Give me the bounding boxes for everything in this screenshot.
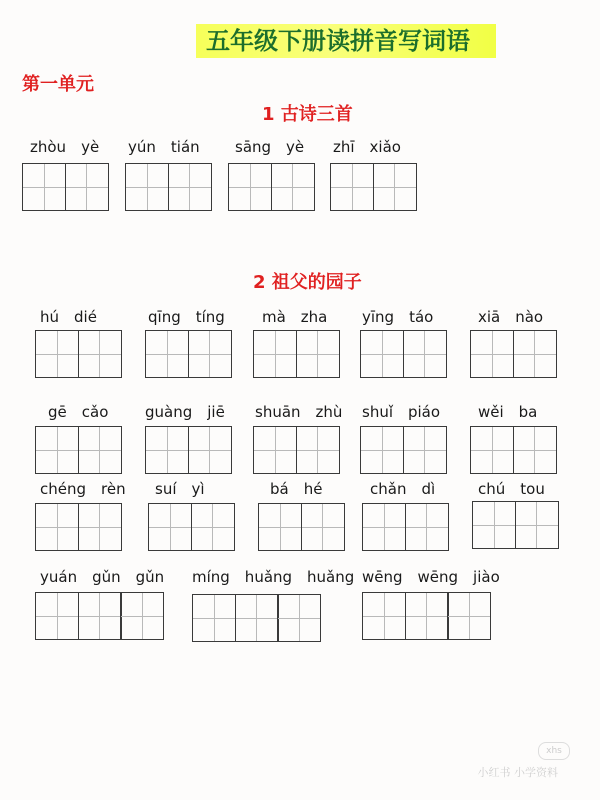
writing-grid bbox=[362, 592, 491, 640]
tianzige-cell[interactable] bbox=[35, 503, 79, 551]
writing-grid bbox=[148, 503, 235, 551]
tianzige-cell[interactable] bbox=[271, 163, 315, 211]
tianzige-cell[interactable] bbox=[301, 503, 345, 551]
writing-grid bbox=[192, 594, 321, 642]
pinyin-label: sāng yè bbox=[235, 138, 305, 156]
tianzige-cell[interactable] bbox=[253, 330, 297, 378]
tianzige-cell[interactable] bbox=[35, 592, 79, 640]
tianzige-cell[interactable] bbox=[78, 592, 122, 640]
tianzige-cell[interactable] bbox=[360, 330, 404, 378]
pinyin-label: wěi ba bbox=[478, 403, 538, 421]
tianzige-cell[interactable] bbox=[405, 503, 449, 551]
tianzige-cell[interactable] bbox=[403, 330, 447, 378]
tianzige-cell[interactable] bbox=[373, 163, 417, 211]
pinyin-label: zhī xiǎo bbox=[333, 138, 401, 156]
tianzige-cell[interactable] bbox=[362, 503, 406, 551]
pinyin-label: chú tou bbox=[478, 480, 545, 498]
tianzige-cell[interactable] bbox=[35, 426, 79, 474]
pinyin-label: chéng rèn bbox=[40, 480, 126, 498]
lesson-1-title: 1 古诗三首 bbox=[262, 104, 353, 125]
tianzige-cell[interactable] bbox=[65, 163, 109, 211]
tianzige-cell[interactable] bbox=[145, 330, 189, 378]
tianzige-cell[interactable] bbox=[191, 503, 235, 551]
pinyin-label: yuán gǔn gǔn bbox=[40, 568, 165, 586]
tianzige-cell[interactable] bbox=[78, 330, 122, 378]
writing-grid bbox=[145, 330, 232, 378]
pinyin-label: xiā nào bbox=[478, 308, 544, 326]
tianzige-cell[interactable] bbox=[188, 330, 232, 378]
tianzige-cell[interactable] bbox=[235, 594, 279, 642]
tianzige-cell[interactable] bbox=[515, 501, 559, 549]
pinyin-label: hú dié bbox=[40, 308, 97, 326]
writing-grid bbox=[330, 163, 417, 211]
tianzige-cell[interactable] bbox=[470, 426, 514, 474]
writing-grid bbox=[125, 163, 212, 211]
tianzige-cell[interactable] bbox=[277, 594, 321, 642]
pinyin-label: yīng táo bbox=[362, 308, 434, 326]
tianzige-cell[interactable] bbox=[447, 592, 491, 640]
tianzige-cell[interactable] bbox=[296, 330, 340, 378]
tianzige-cell[interactable] bbox=[148, 503, 192, 551]
pinyin-label: guàng jiē bbox=[145, 403, 225, 421]
writing-grid bbox=[472, 501, 559, 549]
tianzige-cell[interactable] bbox=[513, 330, 557, 378]
tianzige-cell[interactable] bbox=[120, 592, 164, 640]
writing-grid bbox=[35, 503, 122, 551]
writing-grid bbox=[22, 163, 109, 211]
pinyin-label: wēng wēng jiào bbox=[362, 568, 500, 586]
tianzige-cell[interactable] bbox=[188, 426, 232, 474]
tianzige-cell[interactable] bbox=[470, 330, 514, 378]
tianzige-cell[interactable] bbox=[405, 592, 449, 640]
writing-grid bbox=[360, 330, 447, 378]
pinyin-label: mà zha bbox=[262, 308, 328, 326]
tianzige-cell[interactable] bbox=[35, 330, 79, 378]
pinyin-label: gē cǎo bbox=[48, 403, 109, 421]
tianzige-cell[interactable] bbox=[472, 501, 516, 549]
tianzige-cell[interactable] bbox=[362, 592, 406, 640]
tianzige-cell[interactable] bbox=[145, 426, 189, 474]
writing-grid bbox=[470, 330, 557, 378]
writing-grid bbox=[470, 426, 557, 474]
tianzige-cell[interactable] bbox=[125, 163, 169, 211]
tianzige-cell[interactable] bbox=[403, 426, 447, 474]
tianzige-cell[interactable] bbox=[330, 163, 374, 211]
writing-grid bbox=[145, 426, 232, 474]
tianzige-cell[interactable] bbox=[258, 503, 302, 551]
unit-heading: 第一单元 bbox=[22, 74, 94, 95]
page-title: 五年级下册读拼音写词语 bbox=[206, 27, 470, 55]
tianzige-cell[interactable] bbox=[253, 426, 297, 474]
pinyin-label: zhòu yè bbox=[30, 138, 100, 156]
writing-grid bbox=[35, 330, 122, 378]
tianzige-cell[interactable] bbox=[78, 503, 122, 551]
writing-grid bbox=[253, 426, 340, 474]
watermark-badge: xhs bbox=[538, 742, 570, 760]
tianzige-cell[interactable] bbox=[360, 426, 404, 474]
writing-grid bbox=[35, 592, 164, 640]
writing-grid bbox=[228, 163, 315, 211]
pinyin-label: míng huǎng huǎng bbox=[192, 568, 355, 586]
lesson-2-title: 2 祖父的园子 bbox=[253, 272, 362, 293]
tianzige-cell[interactable] bbox=[192, 594, 236, 642]
tianzige-cell[interactable] bbox=[168, 163, 212, 211]
pinyin-label: shuān zhù bbox=[255, 403, 343, 421]
tianzige-cell[interactable] bbox=[78, 426, 122, 474]
writing-grid bbox=[258, 503, 345, 551]
writing-grid bbox=[360, 426, 447, 474]
tianzige-cell[interactable] bbox=[296, 426, 340, 474]
tianzige-cell[interactable] bbox=[513, 426, 557, 474]
watermark-text: 小红书 小学资料 bbox=[477, 766, 558, 779]
tianzige-cell[interactable] bbox=[228, 163, 272, 211]
writing-grid bbox=[35, 426, 122, 474]
pinyin-label: shuǐ piáo bbox=[362, 403, 441, 421]
pinyin-label: qīng tíng bbox=[148, 308, 225, 326]
writing-grid bbox=[253, 330, 340, 378]
writing-grid bbox=[362, 503, 449, 551]
pinyin-label: yún tián bbox=[128, 138, 200, 156]
pinyin-label: bá hé bbox=[270, 480, 323, 498]
pinyin-label: chǎn dì bbox=[370, 480, 436, 498]
pinyin-label: suí yì bbox=[155, 480, 205, 498]
tianzige-cell[interactable] bbox=[22, 163, 66, 211]
